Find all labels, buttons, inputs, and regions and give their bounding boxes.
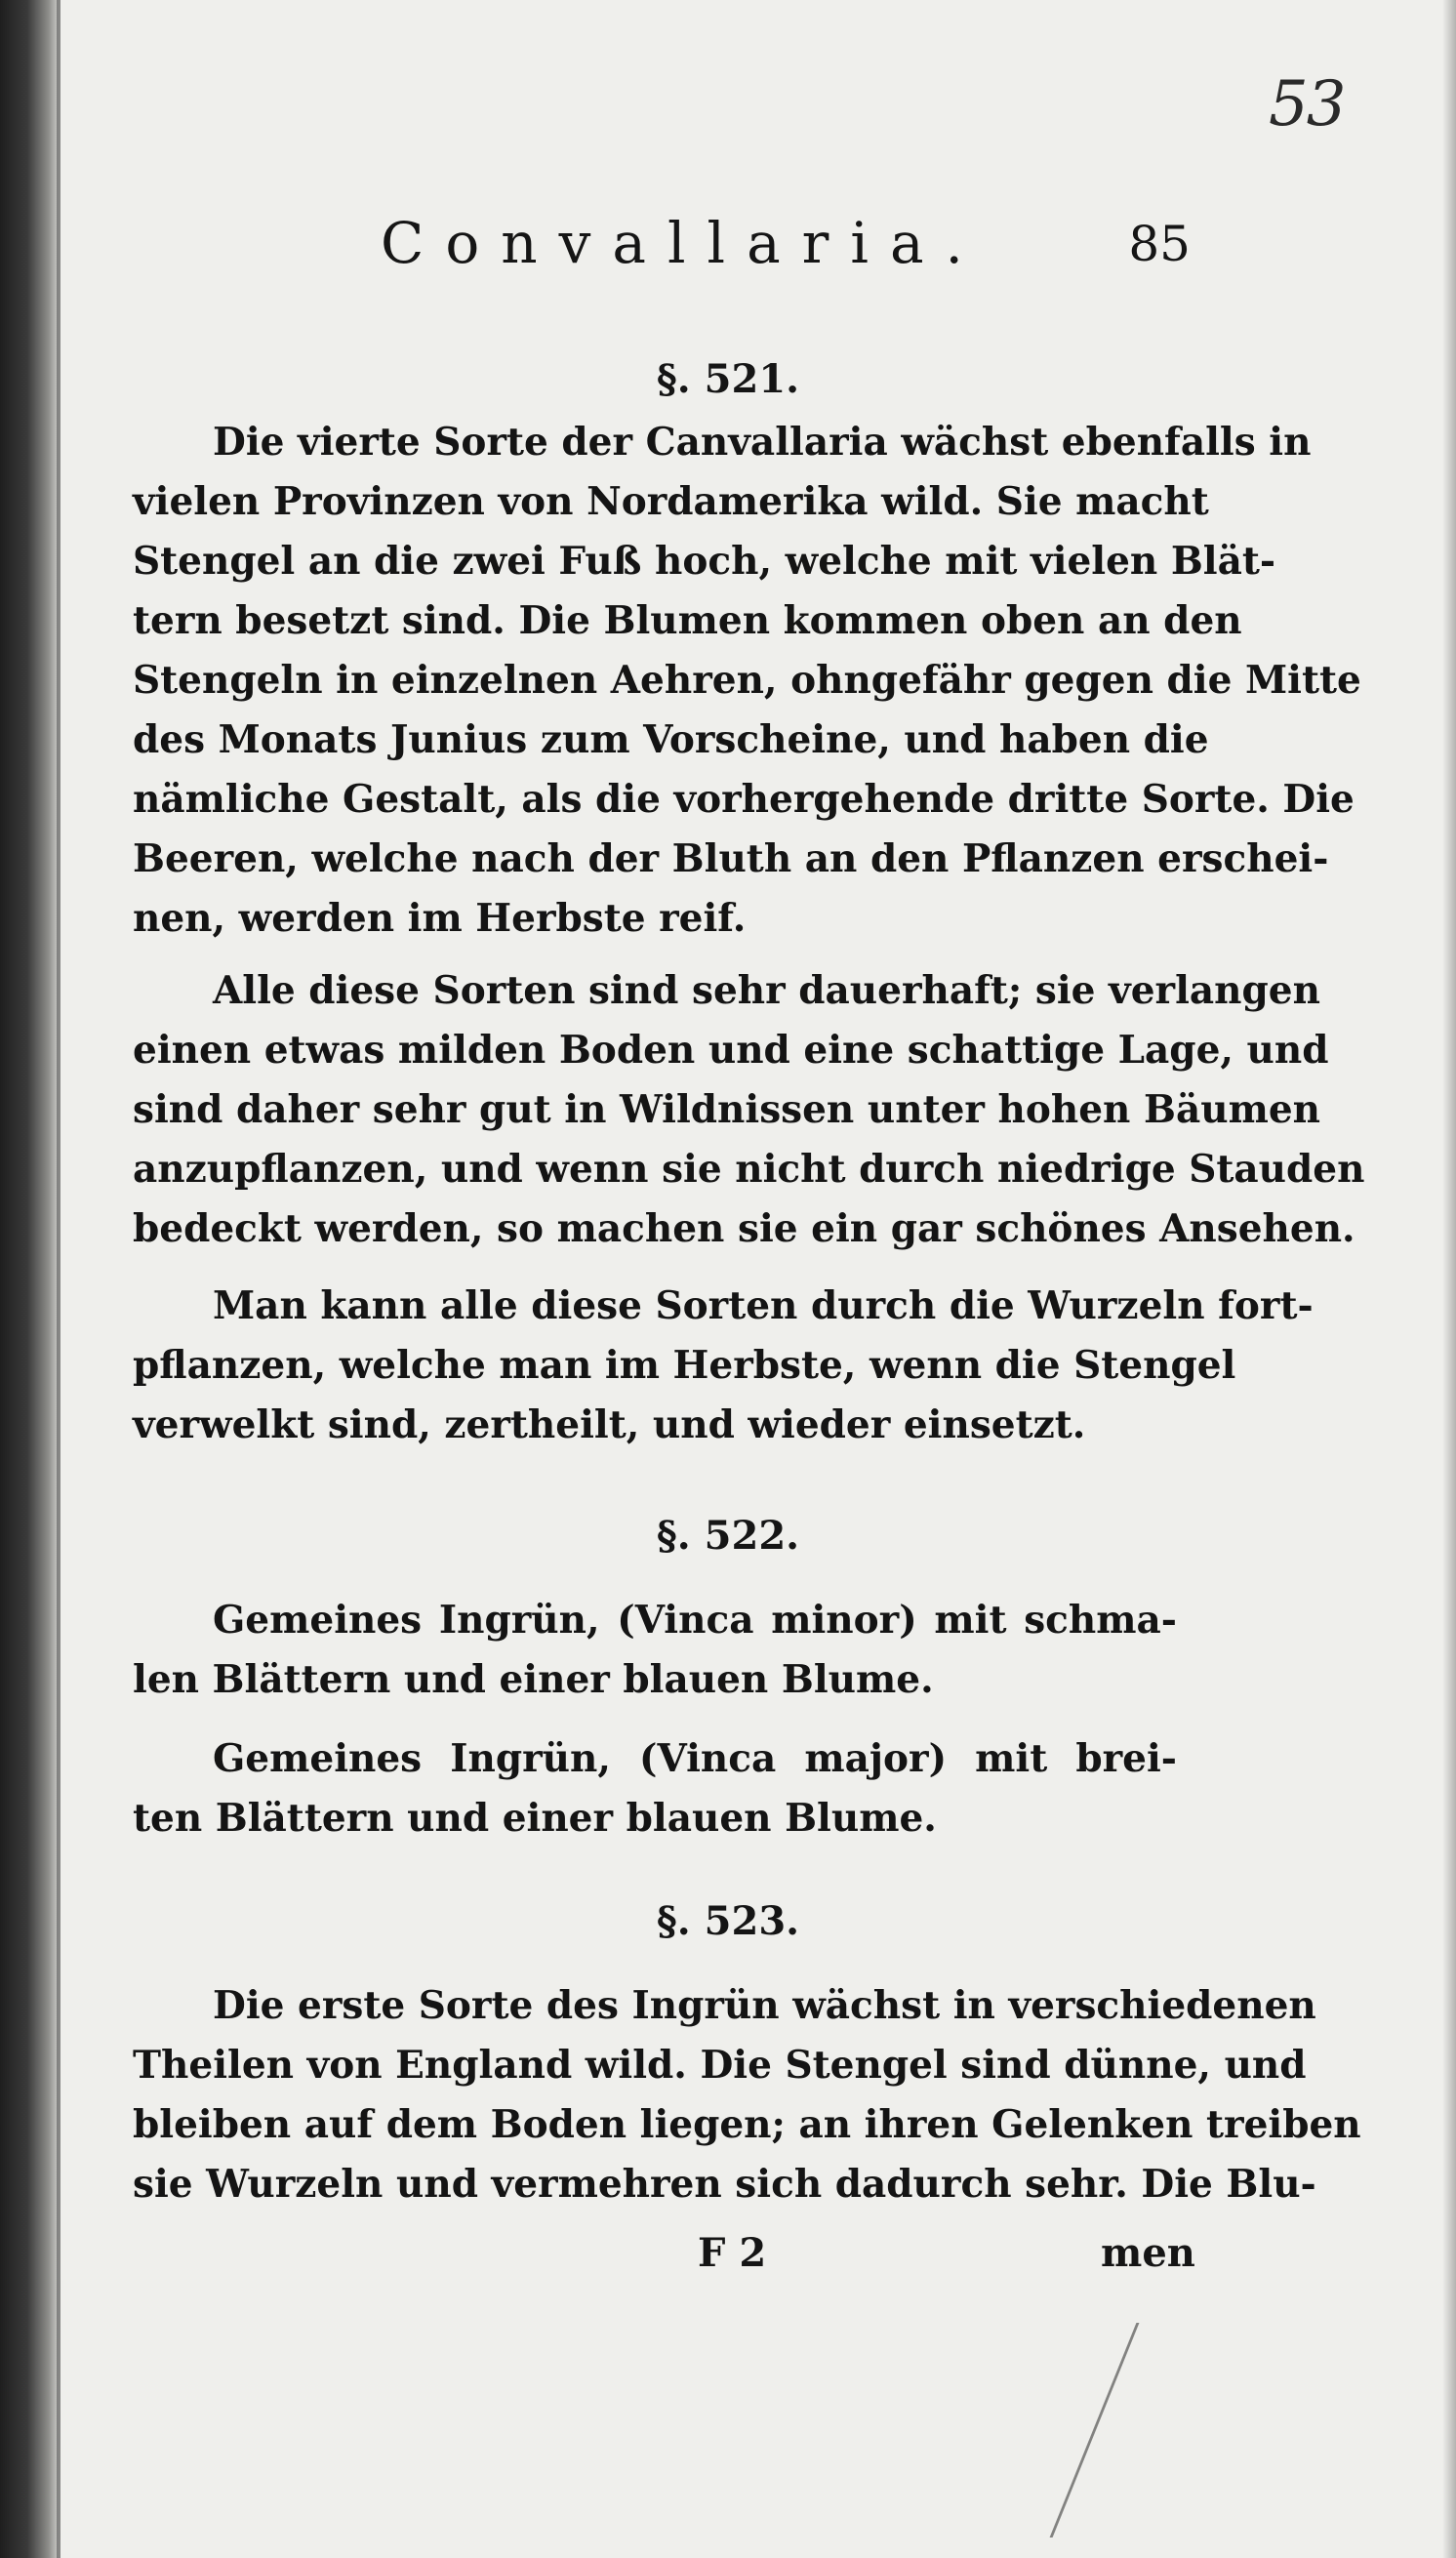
text-line: nen, werden im Herbste reif. xyxy=(133,896,747,941)
text-line: tern besetzt sind. Die Blumen kommen oben an den xyxy=(133,598,1242,643)
text-line: pflanzen, welche man im Herbste, wenn die Stengel xyxy=(133,1343,1236,1388)
text-line: Theilen von England wild. Die Stengel sind dünne, und xyxy=(133,2043,1307,2088)
handwritten-folio-number: 53 xyxy=(1269,68,1345,141)
text-line: sie Wurzeln und vermehren sich dadurch sehr. Die Blu- xyxy=(133,2162,1316,2207)
text-line: ten Blättern und einer blauen Blume. xyxy=(133,1796,937,1841)
text-line: Stengel an die zwei Fuß hoch, welche mit vielen Blät- xyxy=(133,539,1276,584)
page-number: 85 xyxy=(1128,216,1191,272)
text-line: Beeren, welche nach der Bluth an den Pflanzen erschei- xyxy=(133,836,1329,881)
page-header xyxy=(381,210,1191,298)
text-line: Alle diese Sorten sind sehr dauerhaft; sie verlangen xyxy=(213,968,1320,1013)
paragraph-521-3 xyxy=(133,1277,1314,1455)
paragraph-521-2 xyxy=(133,961,1365,1259)
text-line: des Monats Junius zum Vorscheine, und haben die xyxy=(133,717,1209,762)
running-title: Convallaria. xyxy=(381,210,985,276)
text-line: Die erste Sorte des Ingrün wächst in verschiedenen xyxy=(213,1983,1316,2028)
paragraph-523-1 xyxy=(133,1976,1361,2214)
catchword: men xyxy=(1101,2230,1195,2276)
text-line: Gemeines Ingrün, (Vinca major) mit brei- xyxy=(213,1736,1177,1781)
paper-crease xyxy=(1050,2323,1257,2538)
text-line: Gemeines Ingrün, (Vinca minor) mit schma- xyxy=(213,1598,1177,1643)
text-line: einen etwas milden Boden und eine schattige Lage, und xyxy=(133,1028,1329,1073)
paragraph-522-2 xyxy=(133,1729,1177,1848)
text-line: nämliche Gestalt, als die vorhergehende dritte Sorte. Die xyxy=(133,777,1355,822)
paragraph-522-1 xyxy=(133,1591,1177,1710)
signature-mark: F 2 xyxy=(698,2230,767,2276)
text-line: Die vierte Sorte der Canvallaria wächst ebenfalls in xyxy=(213,420,1312,465)
text-line: Stengeln in einzelnen Aehren, ohngefähr gegen die Mitte xyxy=(133,658,1361,703)
paragraph-521-1 xyxy=(133,413,1361,949)
text-line: bedeckt werden, so machen sie ein gar schönes Ansehen. xyxy=(133,1206,1355,1251)
text-line: anzupflanzen, und wenn sie nicht durch niedrige Stauden xyxy=(133,1147,1365,1192)
text-line: Man kann alle diese Sorten durch die Wurzeln fort- xyxy=(213,1283,1314,1328)
section-heading-522: §. 522. xyxy=(656,1513,800,1559)
text-line: sind daher sehr gut in Wildnissen unter hohen Bäumen xyxy=(133,1087,1321,1132)
text-line: verwelkt sind, zertheilt, und wieder einsetzt. xyxy=(133,1402,1086,1447)
text-line: vielen Provinzen von Nordamerika wild. Sie macht xyxy=(133,479,1209,524)
section-heading-523: §. 523. xyxy=(656,1898,800,1944)
section-heading-521: §. 521. xyxy=(656,356,800,402)
text-line: len Blättern und einer blauen Blume. xyxy=(133,1657,934,1702)
text-line: bleiben auf dem Boden liegen; an ihren Gelenken treiben xyxy=(133,2102,1361,2147)
